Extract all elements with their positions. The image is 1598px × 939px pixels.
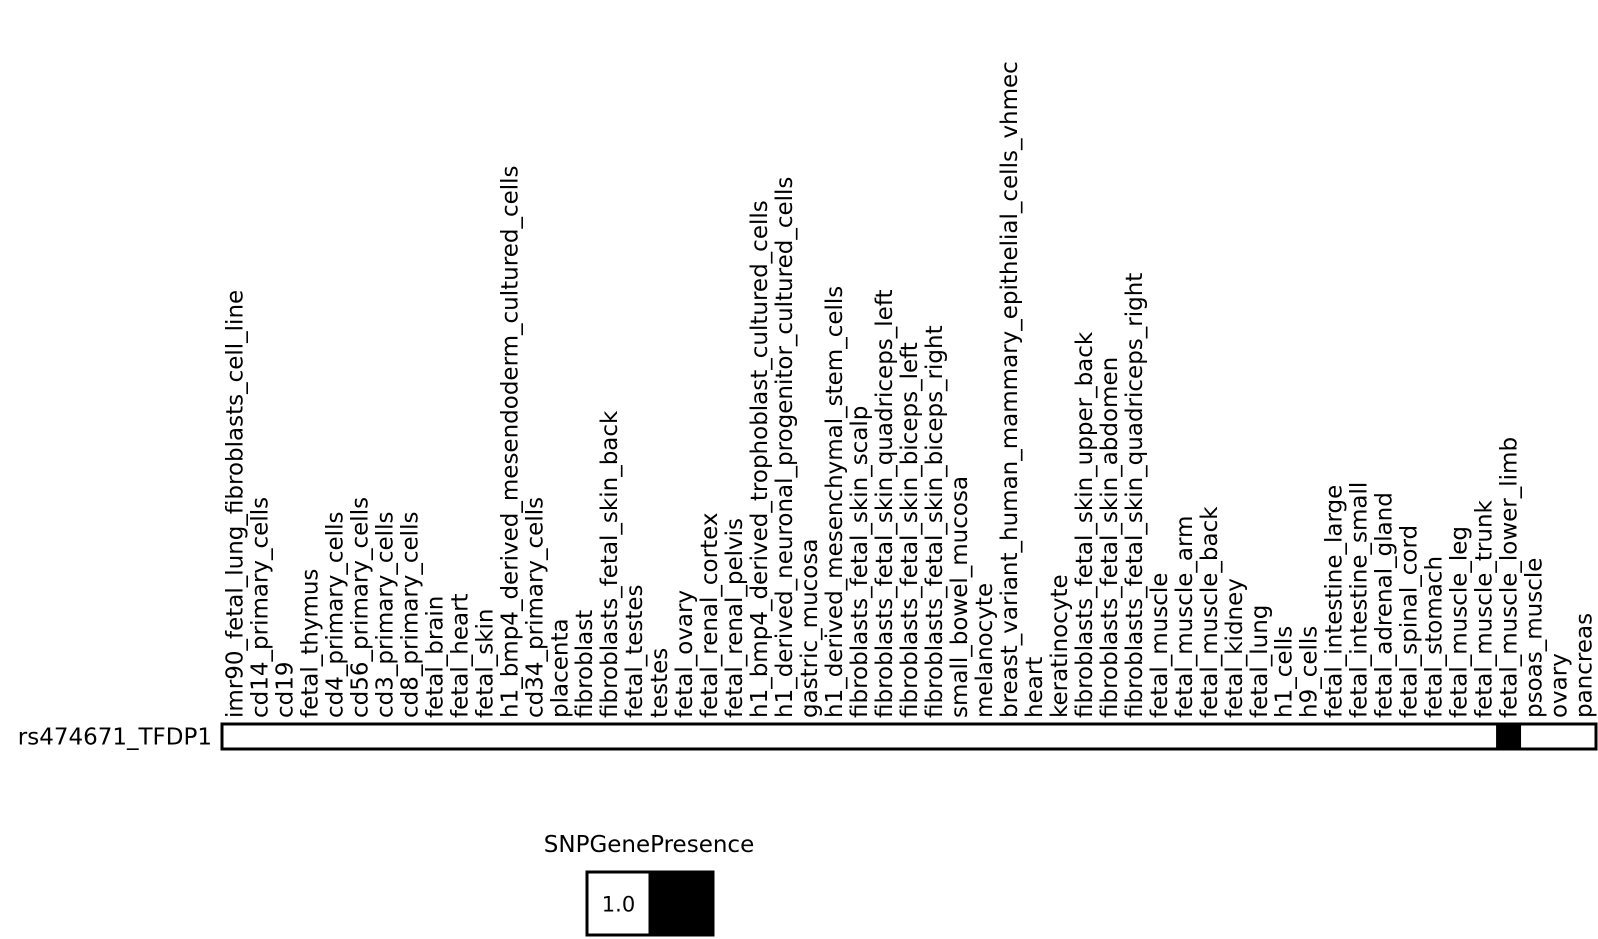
heatmap-cell	[1096, 724, 1121, 749]
column-labels	[222, 61, 1597, 718]
column-label: fetal_muscle	[1146, 572, 1173, 718]
row-labels	[18, 725, 212, 751]
column-label: fetal_heart	[447, 593, 474, 718]
heatmap-cell	[447, 724, 472, 749]
heatmap-cell	[1346, 724, 1371, 749]
column-label: imr90_fetal_lung_fibroblasts_cell_line	[222, 289, 249, 718]
heatmap-cell	[1046, 724, 1071, 749]
column-label: fetal_renal_cortex	[697, 512, 724, 718]
heatmap-cell	[397, 724, 422, 749]
column-label: cd8_primary_cells	[397, 511, 424, 718]
heatmap-cell	[1246, 724, 1271, 749]
heatmap-cell	[1571, 724, 1596, 749]
column-label: fetal_thymus	[297, 568, 324, 718]
column-label: fetal_testes	[622, 584, 649, 718]
heatmap-cell	[747, 724, 772, 749]
legend-title: SNPGenePresence	[543, 832, 755, 858]
column-label: fibroblasts_fetal_skin_biceps_right	[921, 325, 948, 718]
column-label: fibroblasts_fetal_skin_biceps_left	[897, 342, 923, 718]
heatmap-cell	[1371, 724, 1396, 749]
column-label: fetal_muscle_leg	[1446, 525, 1473, 718]
column-label: h1_bmp4_derived_mesendoderm_cultured_cells	[497, 165, 524, 718]
heatmap-cell	[247, 724, 272, 749]
heatmap-cell	[1071, 724, 1096, 749]
heatmap-cell	[822, 724, 847, 749]
column-label: fibroblasts_fetal_skin_quadriceps_right	[1121, 272, 1148, 718]
heatmap-cell	[572, 724, 597, 749]
column-label: fetal_stomach	[1421, 555, 1448, 718]
column-label: ovary	[1546, 653, 1573, 718]
heatmap-cell	[1271, 724, 1296, 749]
heatmap-cell	[1121, 724, 1146, 749]
column-label: pancreas	[1571, 612, 1598, 718]
heatmap-cell	[1421, 724, 1446, 749]
column-label: fetal_muscle_trunk	[1471, 500, 1498, 718]
column-label: fetal_kidney	[1221, 578, 1248, 718]
heatmap-cell	[272, 724, 297, 749]
column-label: fetal_intestine_large	[1321, 484, 1348, 718]
column-label: testes	[647, 647, 674, 718]
column-label: fetal_adrenal_gland	[1371, 492, 1398, 718]
column-label: fetal_ovary	[672, 589, 699, 718]
row-label: rs474671_TFDP1	[17, 724, 212, 751]
heatmap-cell	[872, 724, 897, 749]
column-label: h1_cells	[1271, 625, 1298, 718]
column-label: melanocyte	[971, 582, 998, 718]
heatmap-cell	[1021, 724, 1046, 749]
column-label: fetal_muscle_back	[1196, 506, 1223, 718]
column-label: fibroblasts_fetal_skin_upper_back	[1071, 331, 1098, 718]
column-label: cd3_primary_cells	[372, 511, 399, 718]
heatmap-cell	[547, 724, 572, 749]
column-label: fetal_lung	[1246, 604, 1273, 718]
heatmap-cell	[1296, 724, 1321, 749]
heatmap-cell	[422, 724, 447, 749]
heatmap-cell	[1396, 724, 1421, 749]
column-label: heart	[1021, 656, 1048, 718]
column-label: placenta	[547, 618, 574, 718]
heatmap-cells	[222, 724, 1596, 749]
heatmap-cell	[847, 724, 872, 749]
heatmap-cell	[1196, 724, 1221, 749]
heatmap-cell	[222, 724, 247, 749]
column-label: fetal_intestine_small	[1346, 481, 1373, 718]
column-label: fibroblasts_fetal_skin_scalp	[847, 405, 874, 718]
column-label: fetal_renal_pelvis	[722, 517, 749, 718]
heatmap-cell	[1471, 724, 1496, 749]
heatmap-cell	[996, 724, 1021, 749]
heatmap-cell	[622, 724, 647, 749]
column-label: cd56_primary_cells	[347, 496, 374, 718]
column-label: h1_bmp4_derived_trophoblast_cultured_cells	[747, 200, 774, 718]
column-label: fibroblasts_fetal_skin_back	[597, 410, 624, 718]
heatmap-cell	[971, 724, 996, 749]
heatmap-cell	[1546, 724, 1571, 749]
column-label: h1_derived_neuronal_progenitor_cultured_cells	[772, 176, 799, 718]
column-label: h9_cells	[1296, 625, 1323, 718]
heatmap-cell	[472, 724, 497, 749]
heatmap-cell	[322, 724, 347, 749]
heatmap-cell	[597, 724, 622, 749]
column-label: cd34_primary_cells	[522, 496, 549, 718]
heatmap-cell	[497, 724, 522, 749]
legend-label: 1.0	[601, 892, 636, 917]
column-label: h1_derived_mesenchymal_stem_cells	[822, 285, 849, 718]
heatmap-cell	[897, 724, 922, 749]
heatmap-cell	[722, 724, 747, 749]
heatmap-cell	[1446, 724, 1471, 749]
heatmap-cell	[1496, 724, 1521, 749]
heatmap-cell	[372, 724, 397, 749]
column-label: fetal_muscle_lower_limb	[1496, 436, 1523, 718]
heatmap-cell	[1221, 724, 1246, 749]
heatmap-cell	[522, 724, 547, 749]
heatmap-cell	[347, 724, 372, 749]
column-label: psoas_muscle	[1521, 557, 1548, 718]
heatmap-cell	[921, 724, 946, 749]
heatmap-cell	[1521, 724, 1546, 749]
heatmap-cell	[672, 724, 697, 749]
column-label: cd19	[272, 661, 299, 718]
column-label: small_bowel_mucosa	[946, 475, 973, 718]
column-label: fibroblast	[572, 609, 599, 718]
legend	[544, 832, 754, 935]
column-label: keratinocyte	[1046, 574, 1073, 718]
heatmap-cell	[647, 724, 672, 749]
heatmap-cell	[797, 724, 822, 749]
heatmap-cell	[772, 724, 797, 749]
column-label: cd14_primary_cells	[247, 496, 274, 718]
column-label: fetal_brain	[422, 595, 449, 718]
column-label: breast_variant_human_mammary_epithelial_cells_vhmec	[996, 61, 1023, 718]
heatmap-cell	[297, 724, 322, 749]
heatmap-cell	[1146, 724, 1171, 749]
column-label: fetal_skin	[472, 608, 499, 718]
column-label: gastric_mucosa	[797, 538, 824, 718]
heatmap-cell	[946, 724, 971, 749]
column-label: fetal_spinal_cord	[1396, 524, 1423, 718]
column-label: fibroblasts_fetal_skin_quadriceps_left	[872, 289, 899, 718]
column-label: fetal_muscle_arm	[1171, 515, 1198, 718]
heatmap-cell	[697, 724, 722, 749]
legend-swatches	[587, 872, 713, 935]
legend-label: 2.0	[664, 892, 699, 917]
heatmap-cell	[1321, 724, 1346, 749]
column-label: cd4_primary_cells	[322, 511, 349, 718]
column-label: fibroblasts_fetal_skin_abdomen	[1096, 356, 1123, 718]
heatmap-cell	[1171, 724, 1196, 749]
